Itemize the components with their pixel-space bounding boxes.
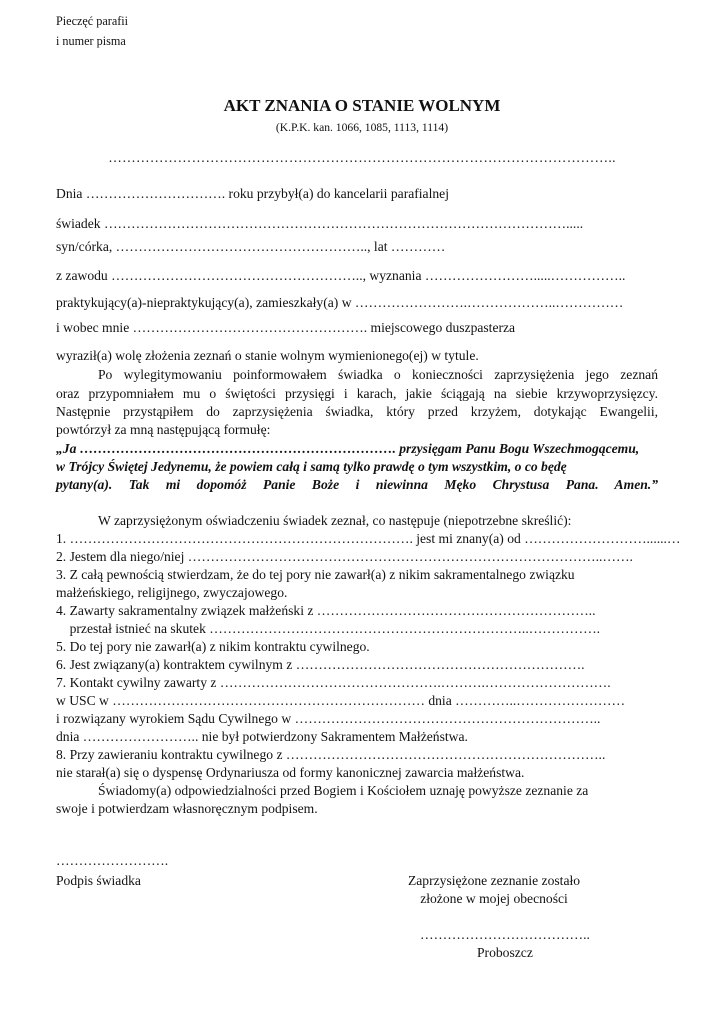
oath-formula-line2: w Trójcy Świętej Jedynemu, że powiem całą i samą tylko prawdę o tym wszystkim, o co będę xyxy=(56,459,567,474)
document-subtitle: (K.P.K. kan. 1066, 1085, 1113, 1114) xyxy=(275,121,449,134)
expressed-will-line: wyraził(a) wolę złożenia zeznań o stanie wolnym wymienionego(ej) w tytule. xyxy=(56,348,479,363)
testimony-item: małżeńskiego, religijnego, zwyczajowego. xyxy=(56,585,288,600)
testimony-item: 6. Jest związany(a) kontraktem cywilnym z ………………………………………………………. xyxy=(56,657,585,672)
oath-intro-line2: oraz przypomniałem mu o świętości przysięgi i karach, jakie ściągają na siebie krzywoprzysięzcy. xyxy=(56,386,658,401)
testimony-item: nie starał(a) się o dyspensę Ordynariusza od formy kanonicznej zawarcia małżeństwa. xyxy=(56,765,525,780)
date-line: Dnia …………………………. roku przybył(a) do kancelarii parafialnej xyxy=(56,186,449,201)
testimony-item: 4. Zawarty sakramentalny związek małżeński z …………………………………………………….. xyxy=(56,603,596,618)
testimony-item: i rozwiązany wyrokiem Sądu Cywilnego w ………………………………………………………….. xyxy=(56,711,601,726)
testimony-item: 1. …………………………………………………………………. jest mi znany(a) od ………………………......… xyxy=(56,531,681,546)
testimony-item: 3. Z całą pewnością stwierdzam, że do tej pory nie zawarł(a) z nikim sakramentalnego związku xyxy=(56,567,575,582)
witness-line: świadek …………………………………………………………………………………………..... xyxy=(56,216,584,231)
oath-intro-line1: Po wylegitymowaniu poinformowałem świadka o konieczności zaprzysiężenia jego zeznań xyxy=(98,367,658,382)
document-title: AKT ZNANIA O STANIE WOLNYM xyxy=(223,96,501,115)
awareness-line2: swoje i potwierdzam własnoręcznym podpisem. xyxy=(56,801,318,816)
testimony-item: w USC w …………………………………………………………… dnia …………..…………………… xyxy=(56,693,626,708)
pastor-line: i wobec mnie ……………………………………………. miejscowego duszpasterza xyxy=(56,320,516,335)
testimony-intro: W zaprzysiężonym oświadczeniu świadek zeznał, co następuje (niepotrzebne skreślić): xyxy=(98,513,572,528)
testimony-item: dnia …………………….. nie był potwierdzony Sakramentem Małżeństwa. xyxy=(56,729,468,744)
testimony-item: 5. Do tej pory nie zawarł(a) z nikim kontraktu cywilnego. xyxy=(56,639,370,654)
stamp-label-line2: i numer pisma xyxy=(56,34,126,48)
oath-formula-line3: pytany(a). Tak mi dopomóż Panie Boże i niewinna Męko Chrystusa Pana. Amen.” xyxy=(56,477,658,492)
testimony-item: 2. Jestem dla niego/niej ………………………………………………………………………………..……. xyxy=(56,549,633,564)
profession-line: z zawodu ……………………………………………….., wyznania …………………….....…………….. xyxy=(56,268,626,283)
testimony-item: 7. Kontakt cywilny zawarty z ………………………………………….……….………………………. xyxy=(56,675,611,690)
oath-intro-line4: powtórzył za mną następującą formułę: xyxy=(56,422,271,437)
oath-intro-line3: Następnie przystąpiłem do zaprzysiężenia świadka, który przed krzyżem, dotykając Ewangelii, xyxy=(56,404,658,419)
awareness-line1: Świadomy(a) odpowiedzialności przed Bogiem i Kościołem uznaję powyższe zeznanie za xyxy=(98,783,589,798)
pastor-signature-label: Proboszcz xyxy=(477,945,533,960)
witness-signature-dots: ……………………. xyxy=(56,853,169,868)
pastor-signature-dots: ……………………………….. xyxy=(420,927,590,942)
testimony-item: przestał istnieć na skutek ……………………………………………………………..……………. xyxy=(56,621,601,636)
oath-formula-line1: „Ja ……………………………………………………………. przysięgam Panu Bogu Wszechmogącemu, xyxy=(56,441,640,456)
fill-in-dots-line: ……………………………………………………………………………………………….. xyxy=(108,150,616,165)
sworn-statement-line1: Zaprzysiężone zeznanie zostało xyxy=(407,873,581,888)
witness-signature-label: Podpis świadka xyxy=(56,873,141,888)
stamp-label-line1: Pieczęć parafii xyxy=(56,14,129,28)
child-age-line: syn/córka, ……………………………………………….., lat ………… xyxy=(56,239,446,254)
practicing-residence-line: praktykujący(a)-niepraktykujący(a), zamieszkały(a) w …………………….………………..…………… xyxy=(56,295,624,310)
testimony-item: 8. Przy zawieraniu kontraktu cywilnego z …………………………………………………………….. xyxy=(56,747,606,762)
sworn-statement-line2: złożone w mojej obecności xyxy=(420,891,568,906)
